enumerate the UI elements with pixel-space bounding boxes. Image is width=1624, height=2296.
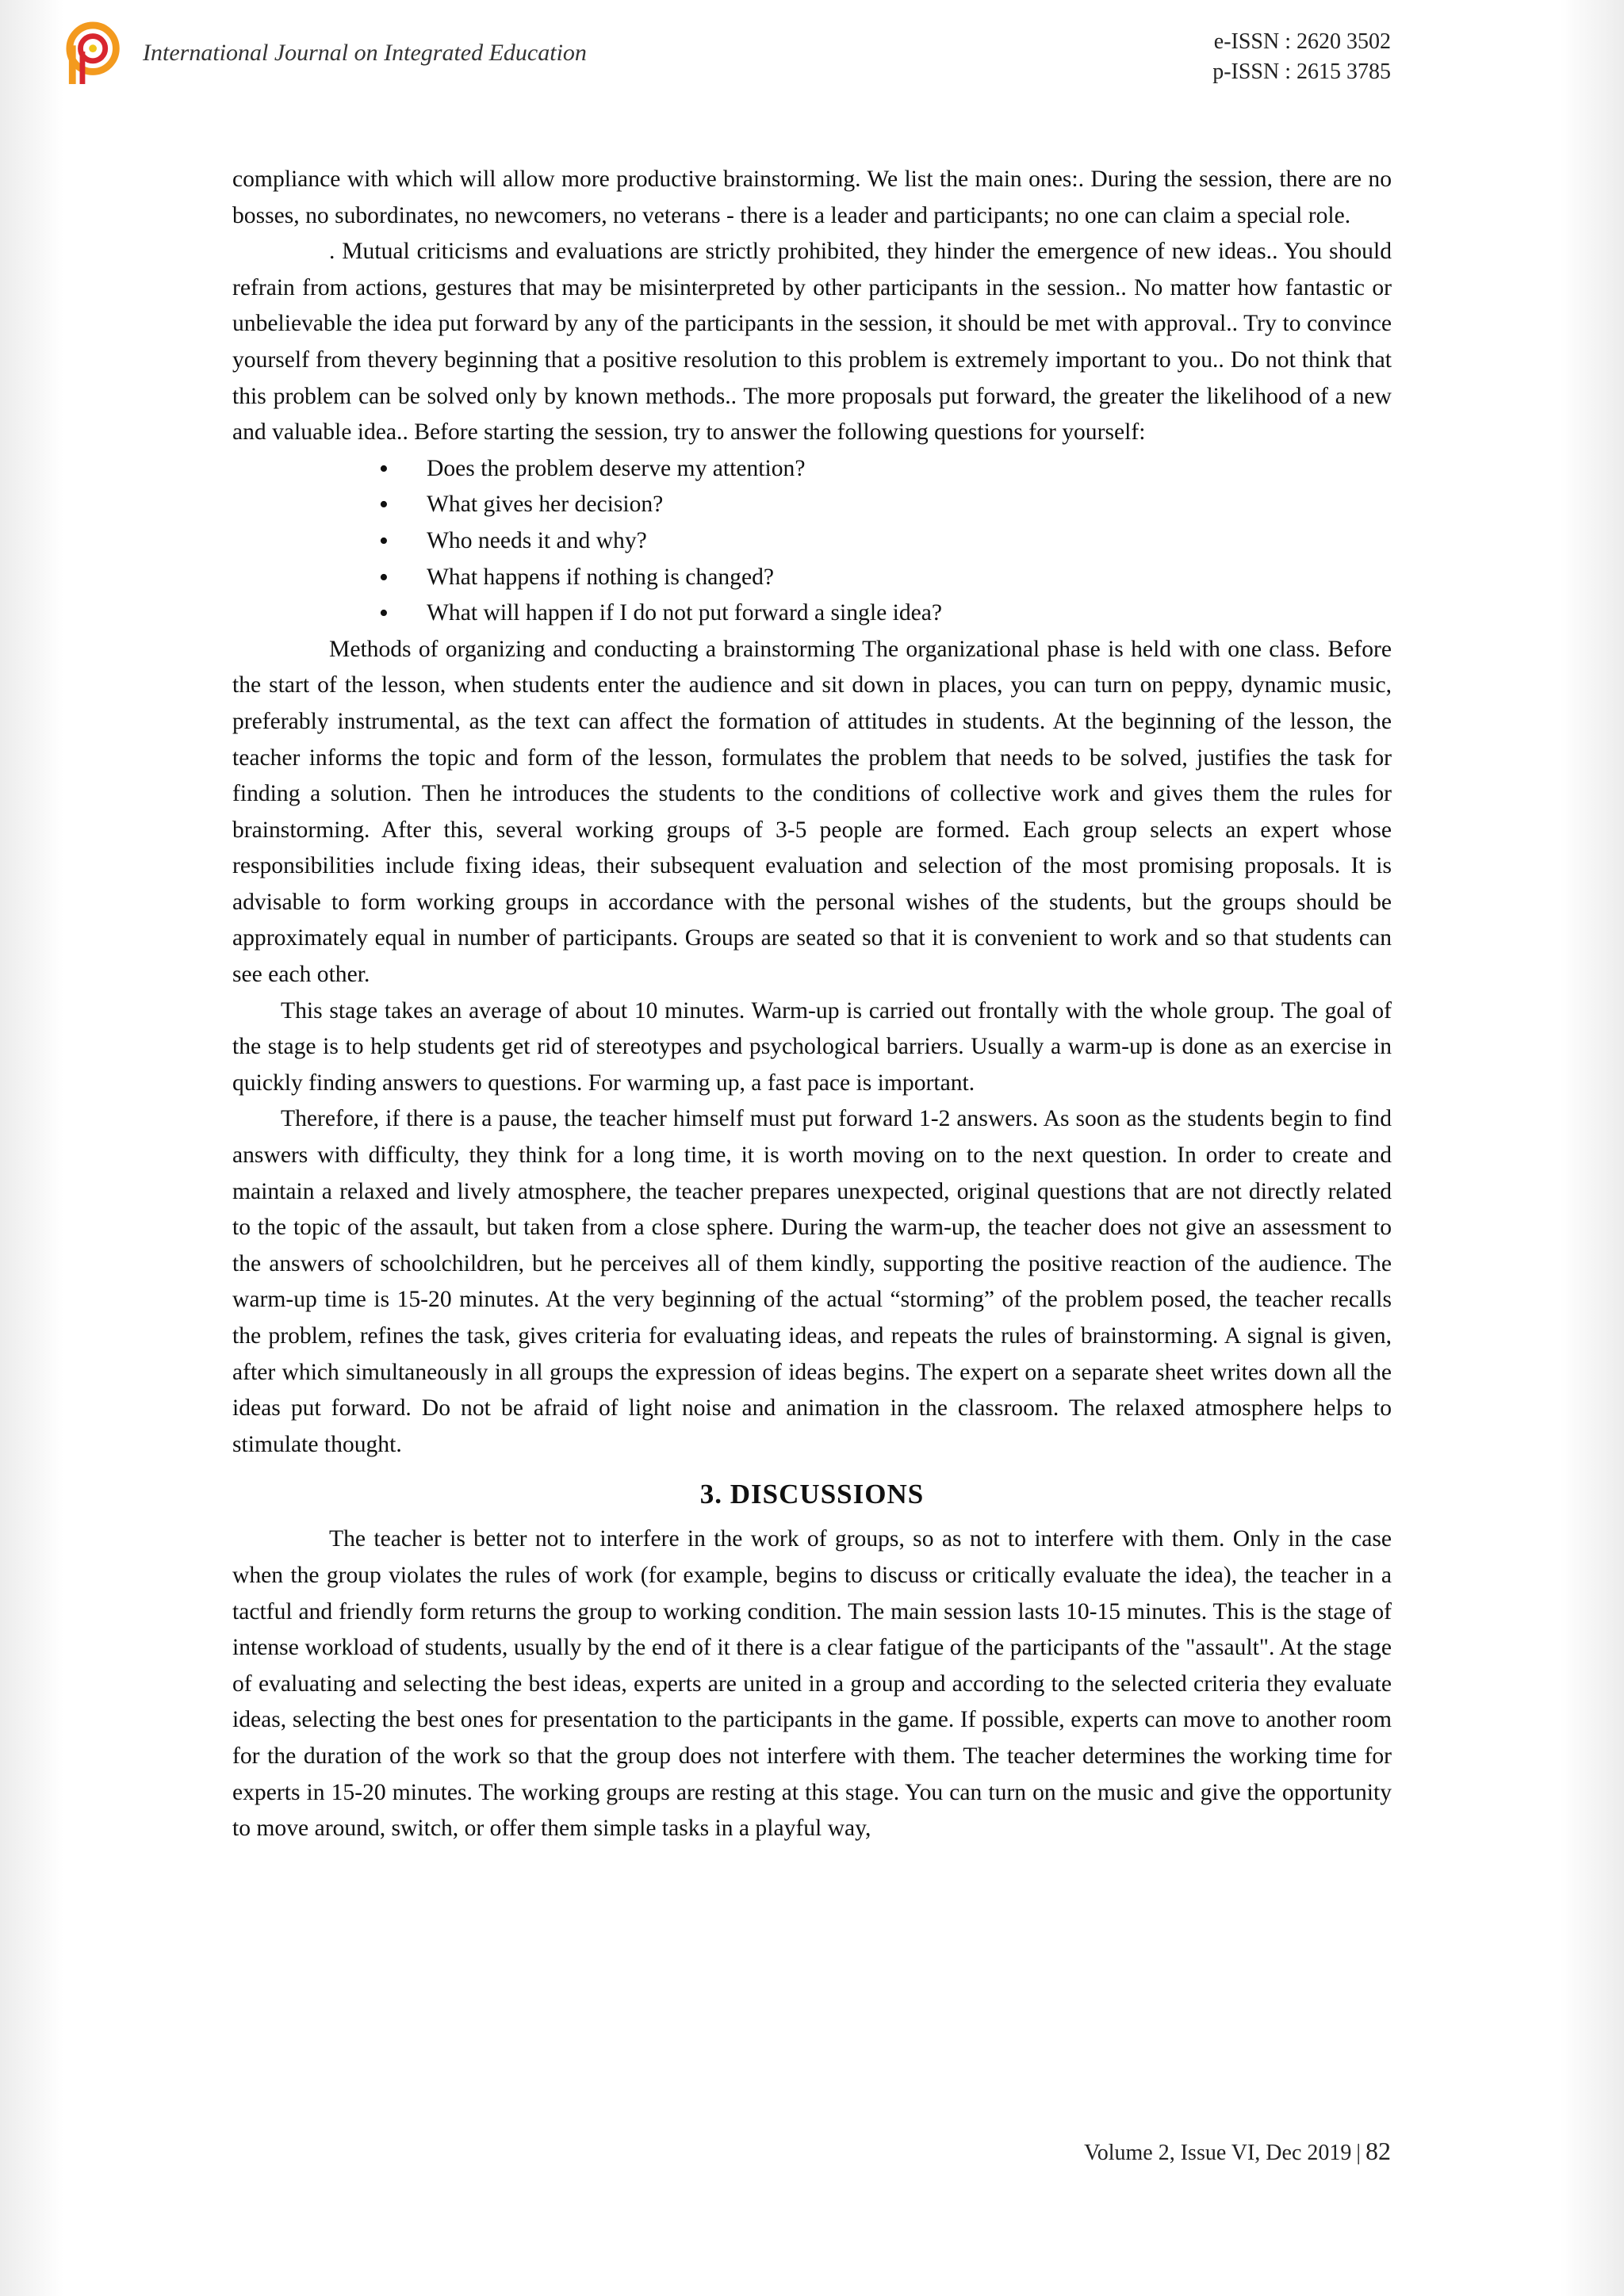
- list-item: • What happens if nothing is changed?: [427, 560, 1392, 596]
- left-page-shade: [0, 0, 63, 2296]
- paragraph: compliance with which will allow more productive brainstorming. We list the main ones:. During the session, there are no bosses, no subordinates, no newcomers, no veterans - there is a leader and participants; no one can claim a special role.: [232, 166, 1392, 228]
- list-item: • Who needs it and why?: [427, 523, 1392, 560]
- right-page-shade: [1561, 0, 1624, 2296]
- question-list: [232, 451, 1392, 632]
- page-number: 82: [1365, 2137, 1391, 2165]
- footer-separator: |: [1356, 2141, 1361, 2165]
- journal-logo-icon: [65, 21, 127, 87]
- paragraph: Methods of organizing and conducting a brainstorming The organizational phase is held with one class. Before the start of the lesson, when students enter the audience and sit down in places, you can turn on peppy, dynamic music, preferably instrumental, as the text can affect the formation of attitudes in students. At the beginning of the lesson, the teacher informs the topic and form of the lesson, formulates the problem that needs to be solved, justifies the task for finding a solution. Then he introduces the students to the conditions of collective work and gives them the rules for brainstorming. After this, several working groups of 3-5 people are formed. Each group selects an expert whose responsibilities include fixing ideas, their subsequent evaluation and selection of the most promising proposals. It is advisable to form working groups in accordance with the personal wishes of the students, but the groups should be approximately equal in number of participants. Groups are seated so that it is convenient to work and so that students can see each other.: [232, 636, 1392, 988]
- p-issn: p-ISSN : 2615 3785: [1212, 59, 1391, 84]
- paragraph: The teacher is better not to interfere in the work of groups, so as not to interfere with them. Only in the case when the group violates the rules of work (for example, begins to discuss or critically evaluate the idea), the teacher in a tactful and friendly form returns the group to working condition. The main session lasts 10-15 minutes. This is the stage of intense workload of students, usually by the end of it there is a clear fatigue of the participants of the "assault". At the stage of evaluating and selecting the best ideas, experts are united in a group and according to the selected criteria they evaluate ideas, selecting the best ones for presentation to the participants in the game. If possible, experts can move to another room for the duration of the work so that the group does not interfere with them. The teacher determines the working time for experts in 15-20 minutes. The working groups are resting at this stage. You can turn on the music and give the opportunity to move around, switch, or offer them simple tasks in a playful way,: [232, 1526, 1392, 1842]
- volume-info: Volume 2, Issue VI, Dec 2019: [1084, 2141, 1352, 2165]
- e-issn: e-ISSN : 2620 3502: [1213, 29, 1391, 54]
- page-footer: [1084, 2137, 1391, 2166]
- paragraph: Therefore, if there is a pause, the teacher himself must put forward 1-2 answers. As soon as the students begin to find answers with difficulty, they think for a long time, it is worth moving on to the next question. In order to create and maintain a relaxed and lively atmosphere, the teacher prepares unexpected, original questions that are not directly related to the topic of the assault, but taken from a close sphere. During the warm-up, the teacher does not give an assessment to the answers of schoolchildren, but he perceives all of them kindly, supporting the positive reaction of the audience. The warm-up time is 15-20 minutes. At the very beginning of the actual “storming” of the problem posed, the teacher recalls the problem, refines the task, gives criteria for evaluating ideas, and repeats the rules of brainstorming. A signal is given, after which simultaneously in all groups the expression of ideas begins. The expert on a separate sheet writes down all the ideas put forward. Do not be afraid of light noise and animation in the classroom. The relaxed atmosphere helps to stimulate thought.: [232, 1106, 1392, 1457]
- paragraph: This stage takes an average of about 10 minutes. Warm-up is carried out frontally with the whole group. The goal of the stage is to help students get rid of stereotypes and psychological barriers. Usually a warm-up is done as an exercise in quickly finding answers to questions. For warming up, a fast pace is important.: [232, 997, 1392, 1096]
- journal-title: International Journal on Integrated Education: [143, 40, 587, 66]
- list-item: • What gives her decision?: [427, 487, 1392, 523]
- list-item: • What will happen if I do not put forward a single idea?: [427, 595, 1392, 632]
- issn-block: [1212, 27, 1391, 87]
- article-body: [232, 162, 1392, 1847]
- paragraph: . Mutual criticisms and evaluations are strictly prohibited, they hinder the emergence of new ideas.. You should refrain from actions, gestures that may be misinterpreted by other participants in the session.. No matter how fantastic or unbelievable the idea put forward by any of the participants in the session, it should be met with approval.. Try to convince yourself from thevery beginning that a positive resolution to this problem is extremely important to you.. Do not think that this problem can be solved only by known methods.. The more proposals put forward, the greater the likelihood of a new and valuable idea.. Before starting the session, try to answer the following questions for yourself:: [232, 239, 1392, 446]
- section-heading: 3. DISCUSSIONS: [699, 1479, 925, 1510]
- list-item: • Does the problem deserve my attention?: [427, 451, 1392, 488]
